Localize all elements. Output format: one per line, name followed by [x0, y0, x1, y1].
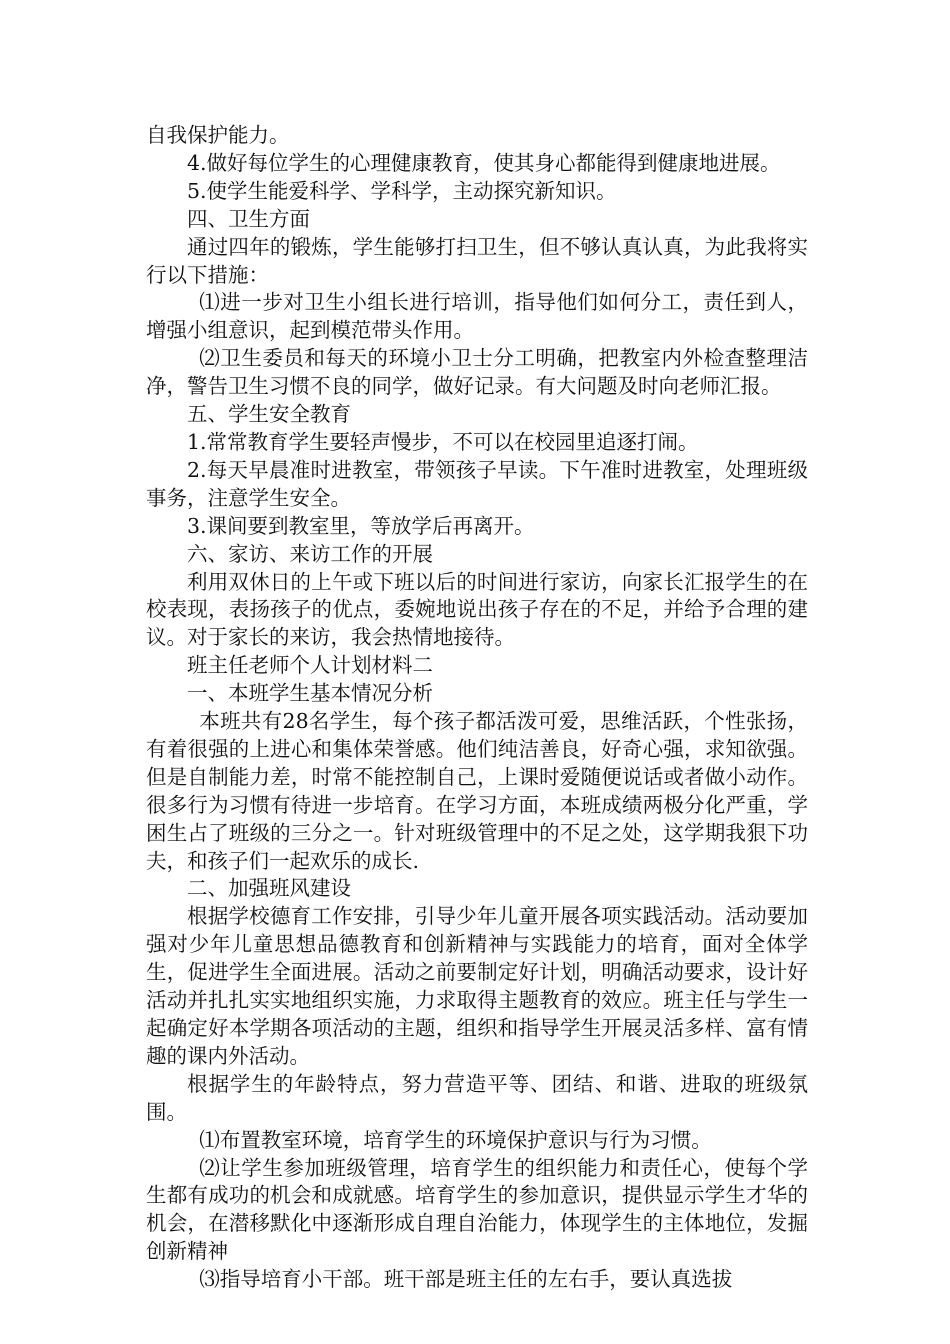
section-heading: 五、学生安全教育 [187, 402, 351, 427]
section-heading: 一、本班学生基本情况分析 [187, 681, 433, 706]
section-heading: 六、家访、来访工作的开展 [187, 541, 433, 566]
paragraph: 2.每天早晨准时进教室，带领孩子早读。下午准时进教室，处理班级事务，注意学生安全。 [146, 457, 808, 510]
paragraph: 根据学生的年龄特点，努力营造平等、团结、和谐、进取的班级氛围。 [146, 1071, 808, 1124]
paragraph: 本班共有28名学生，每个孩子都活泼可爱，思维活跃，个性张扬，有着很强的上进心和集体荣誉感。他们纯洁善良，好奇心强，求知欲强。但是自制能力差，时常不能控制自己，上课时爱随便说话或者做小动作。很多行为习惯有待进一步培育。在学习方面，本班成绩两极分化严重，学困生占了班级的三分之一。针对班级管理中的不足之处，这学期我狠下功夫，和孩子们一起欢乐的成长. [146, 709, 808, 873]
paragraph: 利用双休日的上午或下班以后的时间进行家访，向家长汇报学生的在校表现，表扬孩子的优点，委婉地说出孩子存在的不足，并给予合理的建议。对于家长的来访，我会热情地接待。 [146, 569, 808, 650]
paragraph: 自我保护能力。 [146, 123, 290, 147]
paragraph: 根据学校德育工作安排，引导少年儿童开展各项实践活动。活动要加强对少年儿童思想品德教育和创新精神与实践能力的培育，面对全体学生，促进学生全面进展。活动之前要制定好计划，明确活动要求，设计好活动并扎扎实实地组织实施，力求取得主题教育的效应。班主任与学生一起确定好本学期各项活动的主题，组织和指导学生开展灵活多样、富有情趣的课内外活动。 [146, 904, 808, 1068]
paragraph: 通过四年的锻炼，学生能够打扫卫生，但不够认真认真，为此我将实行以下措施： [146, 234, 808, 287]
paragraph: 1.常常教育学生要轻声慢步，不可以在校园里追逐打闹。 [187, 429, 699, 454]
paragraph: ⑶指导培育小干部。班干部是班主任的左右手，要认真选拔 [199, 1267, 733, 1292]
paragraph: 5.使学生能爱科学、学科学，主动探究新知识。 [187, 178, 617, 203]
paragraph: 3.课间要到教室里，等放学后再离开。 [187, 513, 535, 538]
section-heading: 二、加强班风建设 [187, 876, 351, 901]
paragraph: ⑵卫生委员和每天的环境小卫士分工明确，把教室内外检查整理洁净，警告卫生习惯不良的同学，做好记录。有大问题及时向老师汇报。 [146, 346, 808, 399]
document-subtitle: 班主任老师个人计划材料二 [187, 653, 433, 678]
paragraph: 4.做好每位学生的心理健康教育，使其身心都能得到健康地进展。 [187, 150, 781, 175]
paragraph: ⑴进一步对卫生小组长进行培训，指导他们如何分工，责任到人，增强小组意识，起到模范带头作用。 [146, 290, 808, 343]
paragraph: ⑴布置教室环境，培育学生的环境保护意识与行为习惯。 [199, 1127, 712, 1152]
section-heading: 四、卫生方面 [187, 206, 310, 231]
document-body [146, 122, 808, 1294]
paragraph: ⑵让学生参加班级管理，培育学生的组织能力和责任心，使每个学生都有成功的机会和成就感。培育学生的参加意识，提供显示学生才华的机会，在潜移默化中逐渐形成自理自治能力，体现学生的主体地位，发掘创新精神 [146, 1155, 808, 1264]
